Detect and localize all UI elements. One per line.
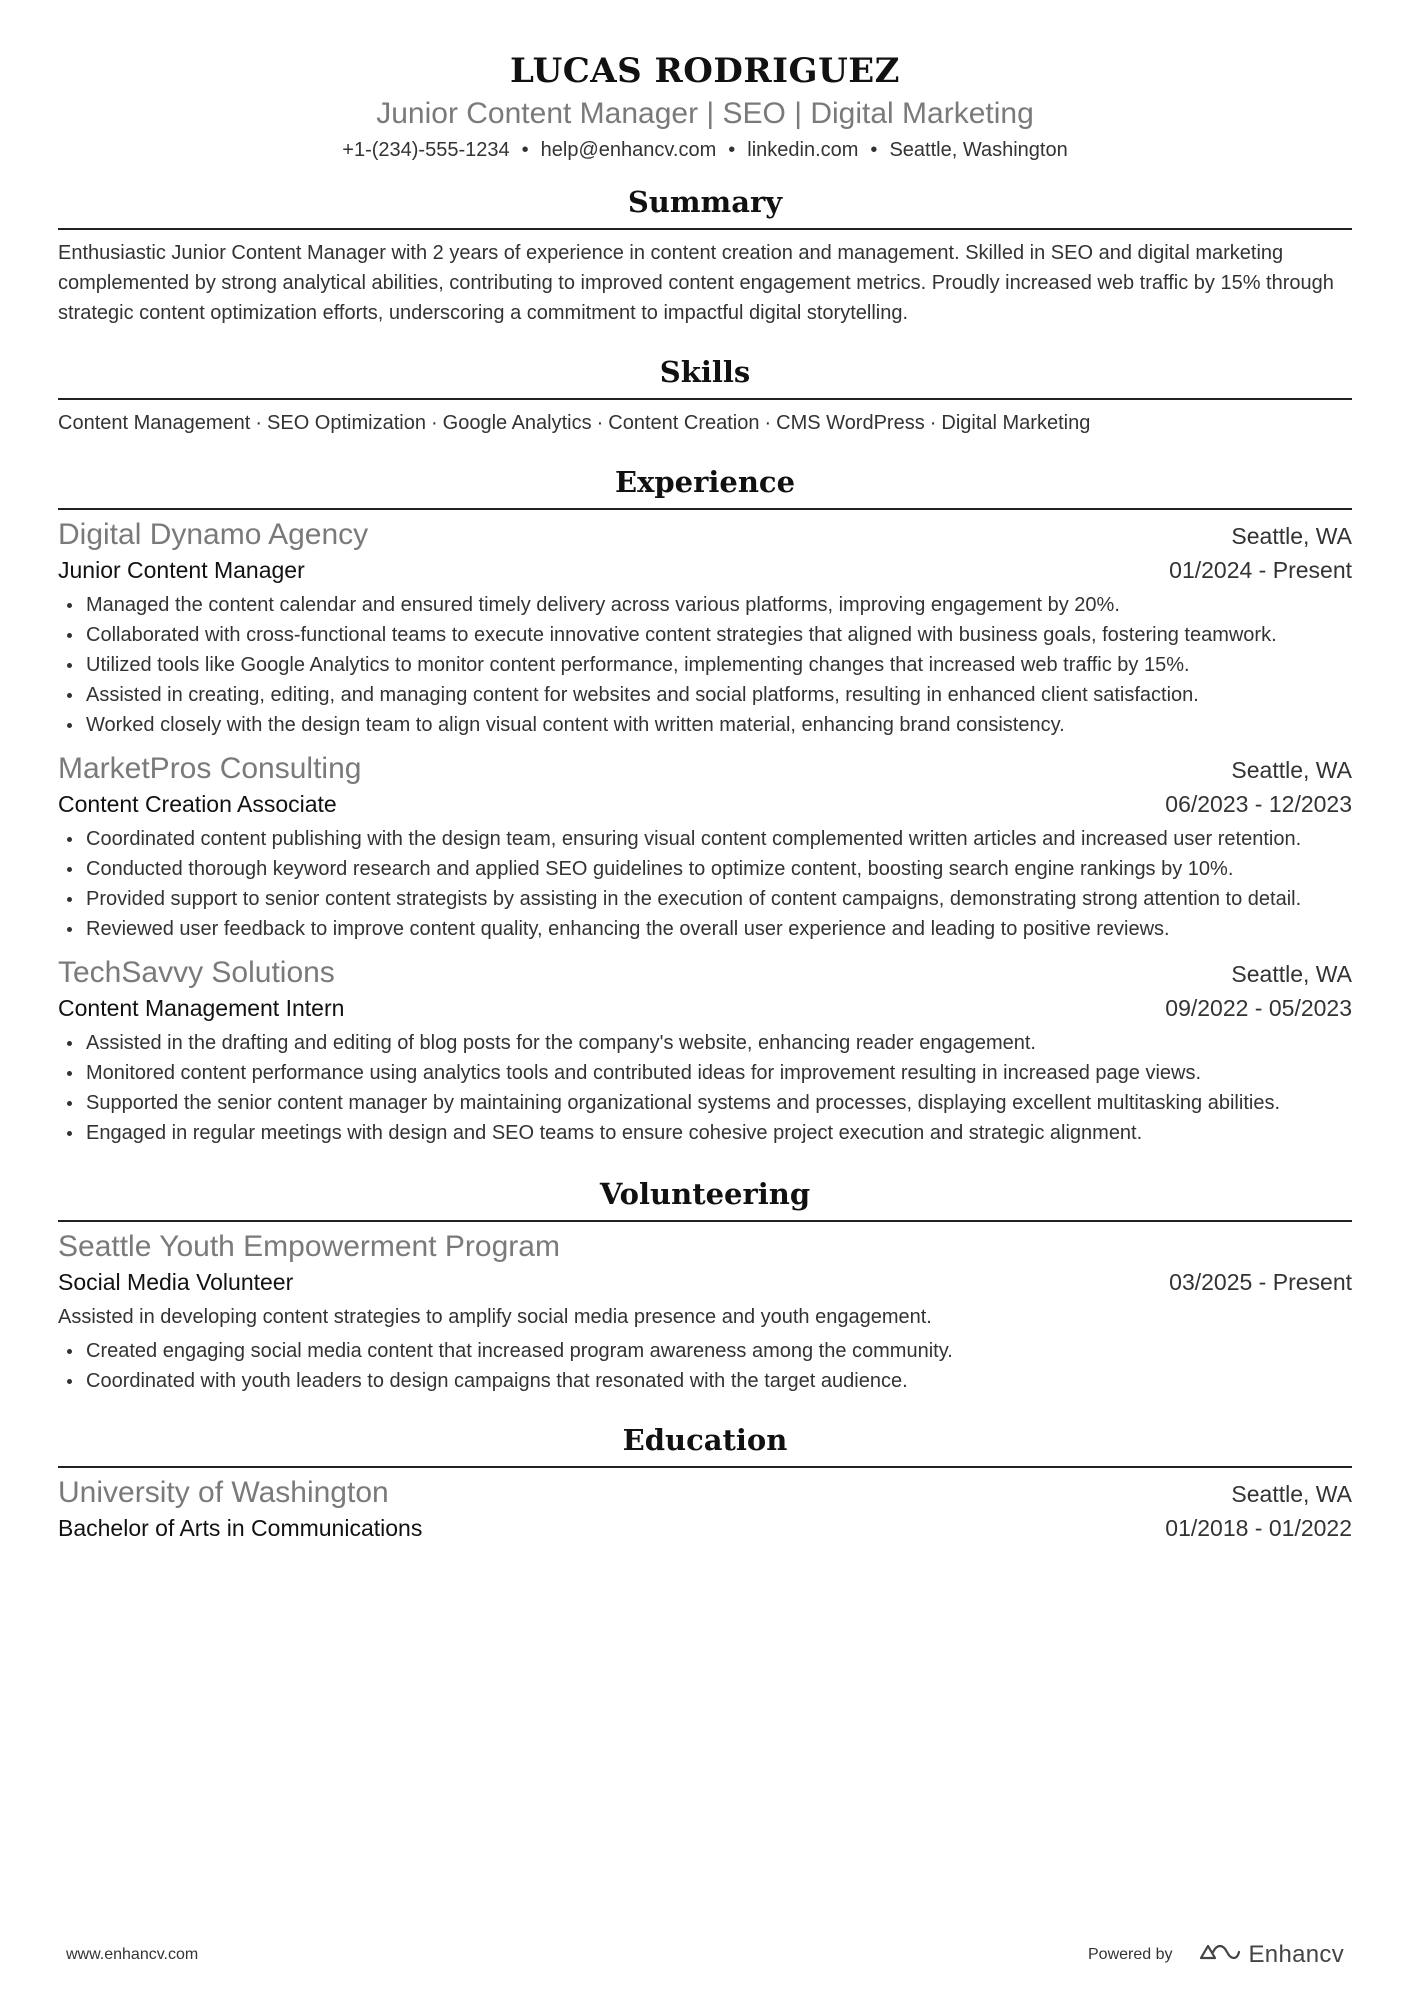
contact-phone: +1-(234)-555-1234 bbox=[342, 139, 510, 161]
powered-by-label: Powered by bbox=[1088, 1945, 1173, 1963]
section-title: Skills bbox=[58, 354, 1352, 400]
contact-email[interactable]: help@enhancv.com bbox=[540, 139, 717, 161]
website-link[interactable]: www.enhancv.com bbox=[66, 1945, 199, 1963]
volunteering-entry bbox=[58, 1228, 1352, 1396]
skill-separator: · bbox=[430, 412, 438, 434]
achievement-item: Supported the senior content manager by maintaining organizational systems and processes, displaying excellent multitasking abilities. bbox=[58, 1088, 1352, 1118]
education-section bbox=[58, 1422, 1352, 1544]
summary-section bbox=[58, 184, 1352, 328]
experience-entry bbox=[58, 954, 1352, 1148]
skill-item: Content Management bbox=[58, 412, 251, 434]
skill-separator: · bbox=[255, 412, 263, 434]
contact-location: Seattle, Washington bbox=[889, 139, 1068, 161]
organization-name: Seattle Youth Empowerment Program bbox=[58, 1230, 560, 1263]
achievement-item: Utilized tools like Google Analytics to monitor content performance, implementing changes that increased web traffic by 15%. bbox=[58, 650, 1352, 680]
achievement-list bbox=[58, 1336, 1352, 1396]
job-dates: 01/2024 - Present bbox=[1169, 557, 1352, 583]
achievement-list bbox=[58, 1028, 1352, 1148]
achievement-item: Monitored content performance using analytics tools and contributed ideas for improvement resulting in increased page views. bbox=[58, 1058, 1352, 1088]
separator-dot: • bbox=[870, 139, 878, 161]
company-name: Digital Dynamo Agency bbox=[58, 518, 369, 551]
skills-list bbox=[58, 408, 1352, 438]
achievement-item: Assisted in the drafting and editing of blog posts for the company's website, enhancing reader engagement. bbox=[58, 1028, 1352, 1058]
job-location: Seattle, WA bbox=[1231, 523, 1352, 549]
achievement-item: Engaged in regular meetings with design and SEO teams to ensure cohesive project execution and strategic alignment. bbox=[58, 1118, 1352, 1148]
achievement-item: Collaborated with cross-functional teams to execute innovative content strategies that aligned with business goals, fostering teamwork. bbox=[58, 620, 1352, 650]
job-dates: 09/2022 - 05/2023 bbox=[1165, 995, 1352, 1021]
enhancv-logo-icon bbox=[1197, 1940, 1241, 1969]
skill-item: SEO Optimization bbox=[267, 412, 426, 434]
volunteer-description: Assisted in developing content strategies to amplify social media presence and youth engagement. bbox=[58, 1306, 932, 1328]
achievement-list bbox=[58, 590, 1352, 740]
page-footer bbox=[66, 1940, 1344, 1969]
contact-linkedin[interactable]: linkedin.com bbox=[747, 139, 859, 161]
summary-text: Enthusiastic Junior Content Manager with 2 years of experience in content creation and management. Skilled in SEO and digital marketing complemented by strong analytical abilities, contributing to improved content engagement metrics. Proudly increased web traffic by 15% through strategic content optimization efforts, underscoring a commitment to impactful digital storytelling. bbox=[58, 242, 1334, 324]
skill-separator: · bbox=[929, 412, 937, 434]
achievement-item: Coordinated content publishing with the design team, ensuring visual content complemented written articles and increased user retention. bbox=[58, 824, 1352, 854]
volunteer-role: Social Media Volunteer bbox=[58, 1269, 294, 1295]
company-name: TechSavvy Solutions bbox=[58, 956, 335, 989]
section-title: Education bbox=[58, 1422, 1352, 1468]
education-entry bbox=[58, 1474, 1352, 1544]
skill-item: Digital Marketing bbox=[941, 412, 1091, 434]
resume-header bbox=[58, 0, 1352, 164]
achievement-item: Conducted thorough keyword research and applied SEO guidelines to optimize content, boosting search engine rankings by 10%. bbox=[58, 854, 1352, 884]
section-title: Volunteering bbox=[58, 1176, 1352, 1222]
candidate-name: LUCAS RODRIGUEZ bbox=[510, 51, 900, 91]
candidate-headline: Junior Content Manager | SEO | Digital Marketing bbox=[376, 97, 1034, 130]
job-title: Junior Content Manager bbox=[58, 557, 305, 583]
job-location: Seattle, WA bbox=[1231, 961, 1352, 987]
section-title: Summary bbox=[58, 184, 1352, 230]
skill-item: Content Creation bbox=[608, 412, 760, 434]
skill-item: Google Analytics bbox=[442, 412, 592, 434]
volunteering-section bbox=[58, 1176, 1352, 1396]
job-title: Content Management Intern bbox=[58, 995, 345, 1021]
degree-name: Bachelor of Arts in Communications bbox=[58, 1515, 423, 1541]
brand-name: Enhancv bbox=[1248, 1940, 1344, 1968]
achievement-item: Worked closely with the design team to align visual content with written material, enhancing brand consistency. bbox=[58, 710, 1352, 740]
experience-entry bbox=[58, 516, 1352, 740]
separator-dot: • bbox=[521, 139, 529, 161]
school-location: Seattle, WA bbox=[1231, 1481, 1352, 1507]
school-name: University of Washington bbox=[58, 1476, 389, 1509]
achievement-item: Managed the content calendar and ensured timely delivery across various platforms, improving engagement by 20%. bbox=[58, 590, 1352, 620]
separator-dot: • bbox=[728, 139, 736, 161]
powered-by[interactable] bbox=[1088, 1940, 1344, 1969]
achievement-item: Created engaging social media content that increased program awareness among the community. bbox=[58, 1336, 1352, 1366]
achievement-item: Coordinated with youth leaders to design campaigns that resonated with the target audience. bbox=[58, 1366, 1352, 1396]
skill-item: CMS WordPress bbox=[776, 412, 925, 434]
volunteer-dates: 03/2025 - Present bbox=[1169, 1269, 1352, 1295]
achievement-list bbox=[58, 824, 1352, 944]
achievement-item: Reviewed user feedback to improve content quality, enhancing the overall user experience and leading to positive reviews. bbox=[58, 914, 1352, 944]
section-title: Experience bbox=[58, 464, 1352, 510]
experience-section bbox=[58, 464, 1352, 1148]
achievement-item: Assisted in creating, editing, and managing content for websites and social platforms, resulting in enhanced client satisfaction. bbox=[58, 680, 1352, 710]
company-name: MarketPros Consulting bbox=[58, 752, 362, 785]
job-title: Content Creation Associate bbox=[58, 791, 337, 817]
contact-info bbox=[58, 136, 1352, 164]
achievement-item: Provided support to senior content strategists by assisting in the execution of content campaigns, demonstrating strong attention to detail. bbox=[58, 884, 1352, 914]
experience-entry bbox=[58, 750, 1352, 944]
skill-separator: · bbox=[764, 412, 772, 434]
education-dates: 01/2018 - 01/2022 bbox=[1165, 1515, 1352, 1541]
skills-section bbox=[58, 354, 1352, 438]
skill-separator: · bbox=[596, 412, 604, 434]
job-dates: 06/2023 - 12/2023 bbox=[1165, 791, 1352, 817]
job-location: Seattle, WA bbox=[1231, 757, 1352, 783]
